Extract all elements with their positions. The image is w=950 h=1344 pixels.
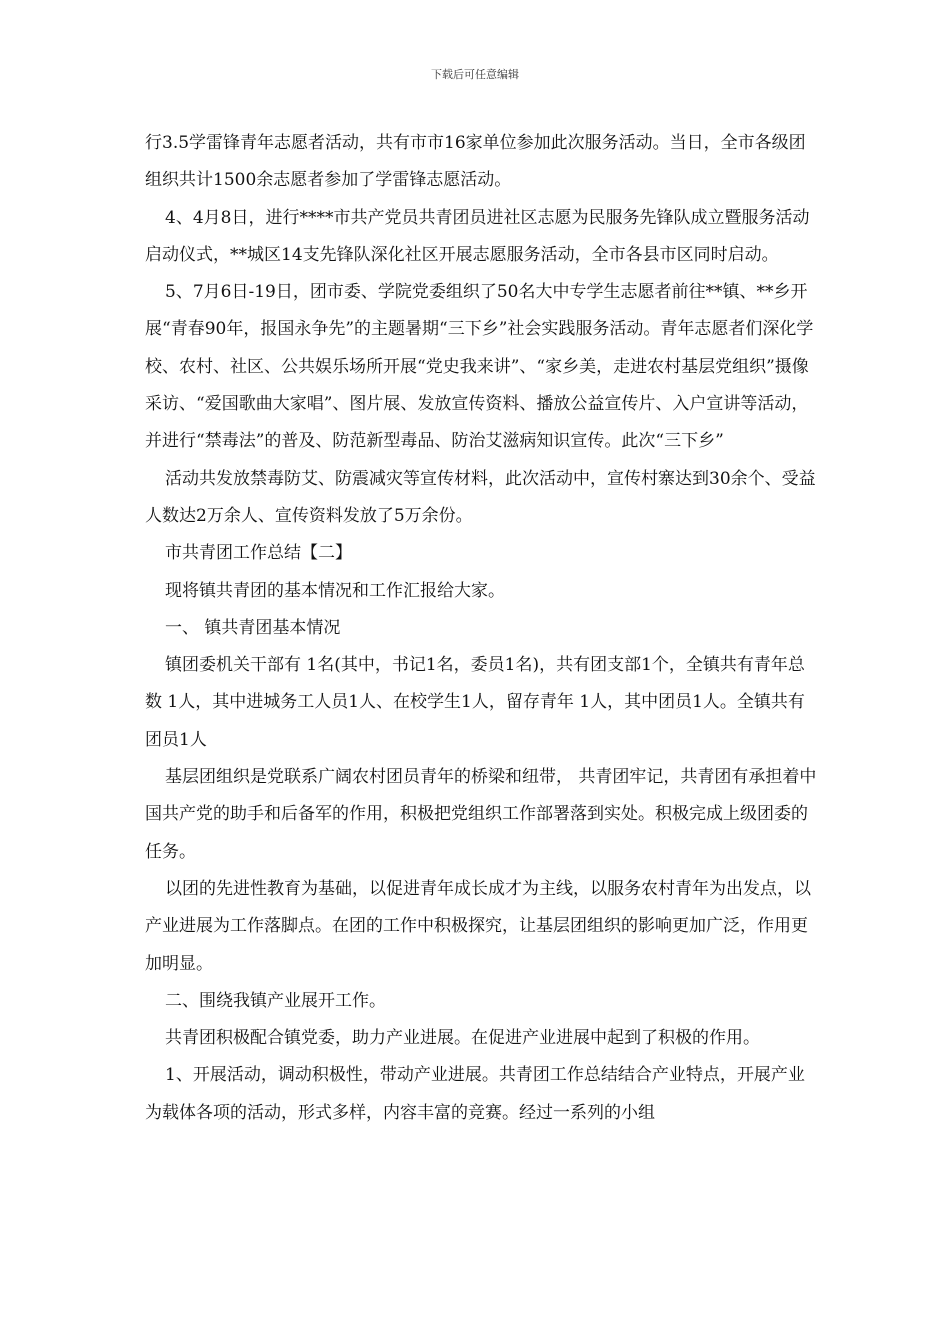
section-heading-2: 二、围绕我镇产业展开工作。 — [165, 990, 386, 1011]
paragraph-9: 共青团积极配合镇党委，助力产业进展。在促进产业进展中起到了积极的作用。 — [165, 1028, 760, 1049]
paragraph-5: 现将镇共青团的基本情况和工作汇报给大家。 — [165, 580, 505, 601]
section-title-2: 市共青团工作总结【二】 — [165, 543, 352, 564]
page-header-note: 下载后可任意编辑 — [431, 68, 519, 81]
section-heading-1: 一、 镇共青团基本情况 — [165, 617, 341, 638]
paragraph-8: 以团的先进性教育为基础，以促进青年成长成才为主线，以服务农村青年为出发点，以产业进展为工作落脚点。在团的工作中积极探究，让基层团组织的影响更加广泛，作用更加明显。 — [145, 878, 811, 974]
paragraph-1: 行3.5学雷锋青年志愿者活动，共有市市16家单位参加此次服务活动。当日，全市各级团组织共计1500余志愿者参加了学雷锋志愿活动。 — [145, 133, 806, 191]
paragraph-7: 基层团组织是党联系广阔农村团员青年的桥梁和纽带， 共青团牢记，共青团有承担着中国共产党的助手和后备军的作用，积极把党组织工作部署落到实处。积极完成上级团委的任务。 — [145, 767, 817, 862]
paragraph-2: 4、4月8日，进行****市共产党员共青团员进社区志愿为民服务先锋队成立暨服务活动启动仪式，**城区14支先锋队深化社区开展志愿服务活动，全市各县市区同时启动。 — [145, 207, 810, 265]
paragraph-3: 5、7月6日-19日，团市委、学院党委组织了50名大中专学生志愿者前往**镇、**乡开展“青春90年，报国永争先”的主题暑期“三下乡”社会实践服务活动。青年志愿者们深化学校、农村、社区、公共娱乐场所开展“党史我来讲”、“家乡美，走进农村基层党组织”摄像采访、“爱国歌曲大家唱”、图片展、发放宣传资料、播放公益宣传片、入户宣讲等活动，并进行“禁毒法”的普及、防范新型毒品、防治艾滋病知识宣传。此次“三下乡” — [145, 282, 814, 452]
paragraph-4: 活动共发放禁毒防艾、防震减灾等宣传材料，此次活动中，宣传村寨达到30余个、受益人数达2万余人、宣传资料发放了5万余份。 — [145, 468, 816, 526]
paragraph-10: 1、开展活动，调动积极性，带动产业进展。共青团工作总结结合产业特点，开展产业为载体各项的活动，形式多样，内容丰富的竞赛。经过一系列的小组 — [145, 1065, 805, 1123]
document-body — [145, 125, 820, 1132]
paragraph-6: 镇团委机关干部有 1名(其中，书记1名，委员1名)，共有团支部1个，全镇共有青年总数 1人，其中进城务工人员1人、在校学生1人，留存青年 1人，其中团员1人。全镇共有团员1人 — [145, 655, 805, 750]
